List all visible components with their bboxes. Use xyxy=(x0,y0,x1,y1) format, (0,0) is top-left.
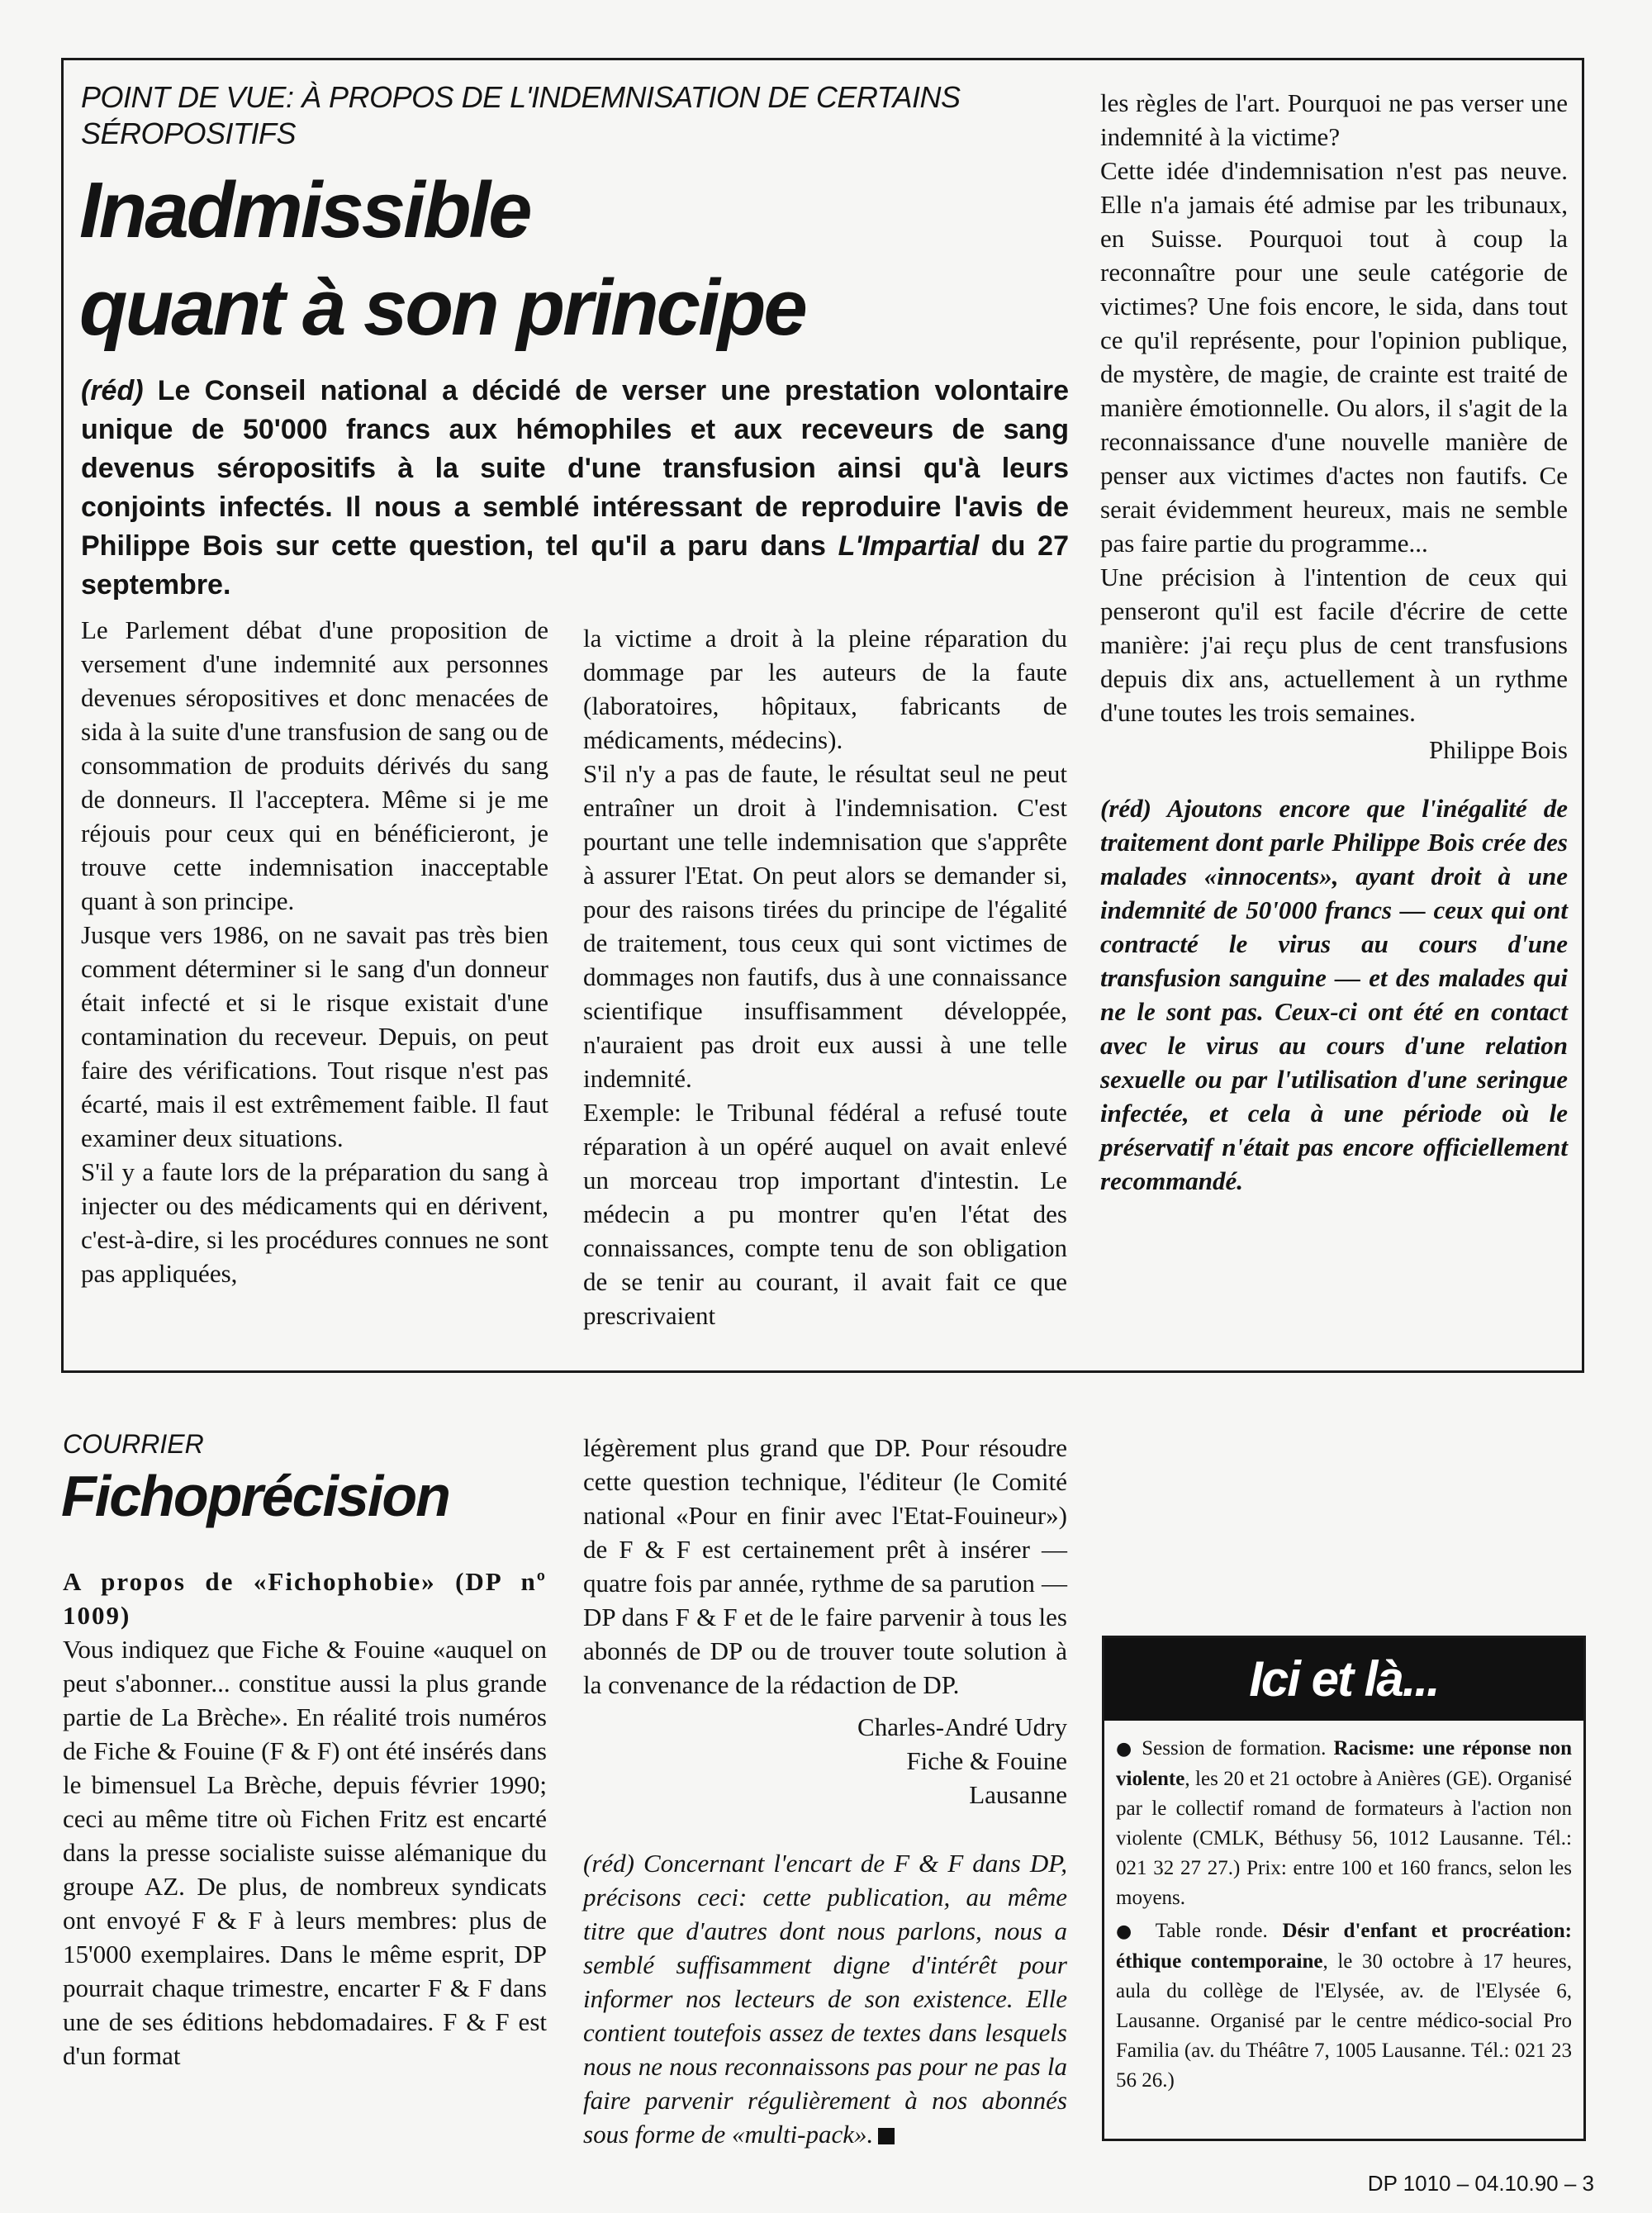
lead-source: L'Impartial xyxy=(838,530,980,562)
paragraph: légèrement plus grand que DP. Pour résoudre cette question technique, l'éditeur (le Comité national «Pour en finir avec l'Etat-Fouineur») de F & F est certainement prêt à insérer — quatre fois par année, rythme de sa parution — DP dans F & F et de le faire parvenir à tous les abonnés de DP ou de trouver toute solution à la convenance de la rédaction de DP. xyxy=(583,1433,1067,1699)
lead-red-tag: (réd) xyxy=(81,375,144,406)
lead-date: du 27 septembre. xyxy=(81,530,1069,601)
paragraph: Exemple: le Tribunal fédéral a refusé toute réparation à un opéré auquel on avait enlevé un morceau trop important d'intestin. Le médecin a pu montrer qu'en l'état des connaissances, compte tenu de son obligation de se tenir au courant, il avait fait ce que prescrivaient xyxy=(583,1098,1067,1330)
courrier-subhead: A propos de «Fichophobie» (DP nº 1009) xyxy=(63,1567,547,1630)
article-headline xyxy=(79,162,1104,357)
event-item xyxy=(1116,1734,1572,1913)
courrier-column-1 xyxy=(63,1565,547,2073)
article-kicker: POINT DE VUE: À PROPOS DE L'INDEMNISATION DE CERTAINS SÉROPOSITIFS xyxy=(81,80,961,150)
bullet-icon: ● xyxy=(1116,1921,1142,1942)
event-type: Table ronde. xyxy=(1155,1920,1268,1942)
lead-text: Le Conseil national a décidé de verser une prestation volontaire unique de 50'000 francs aux hémophiles et aux receveurs de sang devenus séropositifs à la suite d'une transfusion ainsi qu'à leurs conjoints infectés. Il nous a semblé intéressant de reproduire l'avis de Philippe Bois sur cette question, tel qu'il a paru dans xyxy=(81,375,1070,562)
box-title: Ici et là... xyxy=(1104,1638,1583,1721)
courrier-column-2 xyxy=(583,1431,1067,2151)
paragraph: Une précision à l'intention de ceux qui penseront qu'il est facile d'écrire de cette manière: j'ai reçu plus de cent transfusions depuis dix ans, actuellement à un rythme d'une toutes les trois semaines. xyxy=(1100,563,1568,727)
event-item xyxy=(1116,1916,1572,2096)
event-details: , les 20 et 21 octobre à Anières (GE). Organisé par le collectif romand de formateurs à l'action non violente (CMLK, Béthusy 56, 1012 Lausanne. Tél.: 021 32 27 27.) Prix: entre 100 et 160 francs, selon les moyens. xyxy=(1116,1768,1572,1909)
page-folio: DP 1010 – 04.10.90 – 3 xyxy=(1367,2171,1594,2196)
letter-sign-city: Lausanne xyxy=(969,1780,1067,1809)
paragraph: S'il y a faute lors de la préparation du sang à injecter ou des médicaments qui en dérivent, c'est-à-dire, si les procédures connues ne sont pas appliquées, xyxy=(81,1157,548,1288)
courrier-editor-note xyxy=(583,1846,1067,2151)
event-type: Session de formation. xyxy=(1142,1737,1327,1759)
ici-et-la-box xyxy=(1102,1636,1586,2141)
paragraph: les règles de l'art. Pourquoi ne pas verser une indemnité à la victime? xyxy=(1100,88,1568,151)
letter-sign-name: Charles-André Udry xyxy=(857,1712,1067,1741)
event-details: , le 30 octobre à 17 heures, aula du collège de l'Elysée, av. de l'Elysée 6, Lausanne. Organisé par le centre médico-social Pro Familia (av. du Théâtre 7, 1005 Lausanne. Tél.: 021 23 56 26.) xyxy=(1116,1950,1572,2092)
article-lead xyxy=(81,372,1069,605)
paragraph: Cette idée d'indemnisation n'est pas neuve. Elle n'a jamais été admise par les tribunaux, en Suisse. Pourquoi tout à coup la reconnaître pour une seule catégorie de victimes? Une fois encore, le sida, dans tout ce qu'il représente, pour l'opinion publique, de mystère, de magie, de crainte est traité de manière émotionnelle. Ou alors, il s'agit de la reconnaissance d'une nouvelle manière de penser aux victimes d'actes non fautifs. Ce serait évidemment heureux, mais ne semble pas faire partie du programme... xyxy=(1100,156,1568,558)
paragraph: Le Parlement débat d'une proposition de versement d'une indemnité aux personnes devenues séropositives et donc menacées de sida à la suite d'une transfusion de sang ou de consommation de produits dérivés du sang de donneurs. Il l'acceptera. Même si je me réjouis pour ceux qui en bénéficieront, je trouve cette indemnisation inacceptable quant à son principe. xyxy=(81,615,548,915)
box-body xyxy=(1104,1721,1583,2104)
courrier-note-text: (réd) Concernant l'encart de F & F dans DP, précisons ceci: cette publication, au même titre que d'autres dont nous parlons, nous a semblé suffisamment digne d'intérêt pour informer nos lecteurs de son existence. Elle contient toutefois assez de textes dans lesquels nous ne nous reconnaissons pas pour ne pas la faire parvenir régulièrement à nos abonnés sous forme de «multi-pack». xyxy=(583,1849,1067,2149)
headline-line-1: Inadmissible xyxy=(79,166,530,254)
event-title: Désir d'enfant et procréation: éthique contemporaine xyxy=(1116,1920,1572,1973)
headline-line-2: quant à son principe xyxy=(79,264,805,352)
paragraph: Vous indiquez que Fiche & Fouine «auquel on peut s'abonner... constitue aussi la plus grande partie de La Brèche». En réalité trois numéros de Fiche & Fouine (F & F) ont été insérés dans le bimensuel La Brèche, depuis février 1990; ceci au même titre où Fichen Fritz est encarté dans la presse socialiste suisse alémanique du groupe AZ. De plus, de nombreux syndicats ont envoyé F & F à leurs membres: plus de 15'000 exemplaires. Dans le même esprit, DP pourrait chaque trimestre, encarter F & F dans une de ses éditions hebdomadaires. F & F est d'un format xyxy=(63,1635,547,2070)
article-column-1 xyxy=(81,613,548,1290)
letter-sign-org: Fiche & Fouine xyxy=(906,1746,1067,1775)
author-signature: Philippe Bois xyxy=(1429,735,1568,764)
courrier-kicker: COURRIER xyxy=(63,1429,204,1459)
bullet-icon: ● xyxy=(1116,1739,1135,1759)
end-mark-icon xyxy=(878,2128,895,2144)
paragraph: Jusque vers 1986, on ne savait pas très bien comment déterminer si le sang d'un donneur était infecté et si le risque existait d'une contamination du receveur. Depuis, on peut faire des vérifications. Tout risque n'est pas écarté, mais il est extrêmement faible. Il faut examiner deux situations. xyxy=(81,920,548,1152)
courrier-headline: Fichoprécision xyxy=(61,1464,449,1528)
editor-note: (réd) Ajoutons encore que l'inégalité de traitement dont parle Philippe Bois crée des malades «innocents», ayant droit à une indemnité de 50'000 francs — ceux qui ont contracté le virus au cours d'une transfusion sanguine — et des malades qui ne le sont pas. Ceux-ci ont été en contact avec le virus au cours d'une relation sexuelle ou par l'utilisation d'une seringue infectée, et cela à une période où le préservatif n'était pas encore officiellement recommandé. xyxy=(1100,794,1568,1195)
article-column-3 xyxy=(1100,86,1568,1198)
event-title: Racisme: une réponse non violente xyxy=(1116,1737,1573,1790)
paragraph: S'il n'y a pas de faute, le résultat seul ne peut entraîner un droit à l'indemnisation. C'est pourtant une telle indemnisation que s'apprête à assurer l'Etat. On peut alors se demander si, pour des raisons tirées du principe de l'égalité de traitement, tous ceux qui sont victimes de dommages non fautifs, dus à une connaissance scientifique insuffisamment développée, n'auraient pas droit eux aussi à une telle indemnité. xyxy=(583,759,1067,1093)
article-column-2 xyxy=(583,621,1067,1332)
paragraph: la victime a droit à la pleine réparation du dommage par les auteurs de la faute (laboratoires, hôpitaux, fabricants de médicaments, médecins). xyxy=(583,624,1067,754)
